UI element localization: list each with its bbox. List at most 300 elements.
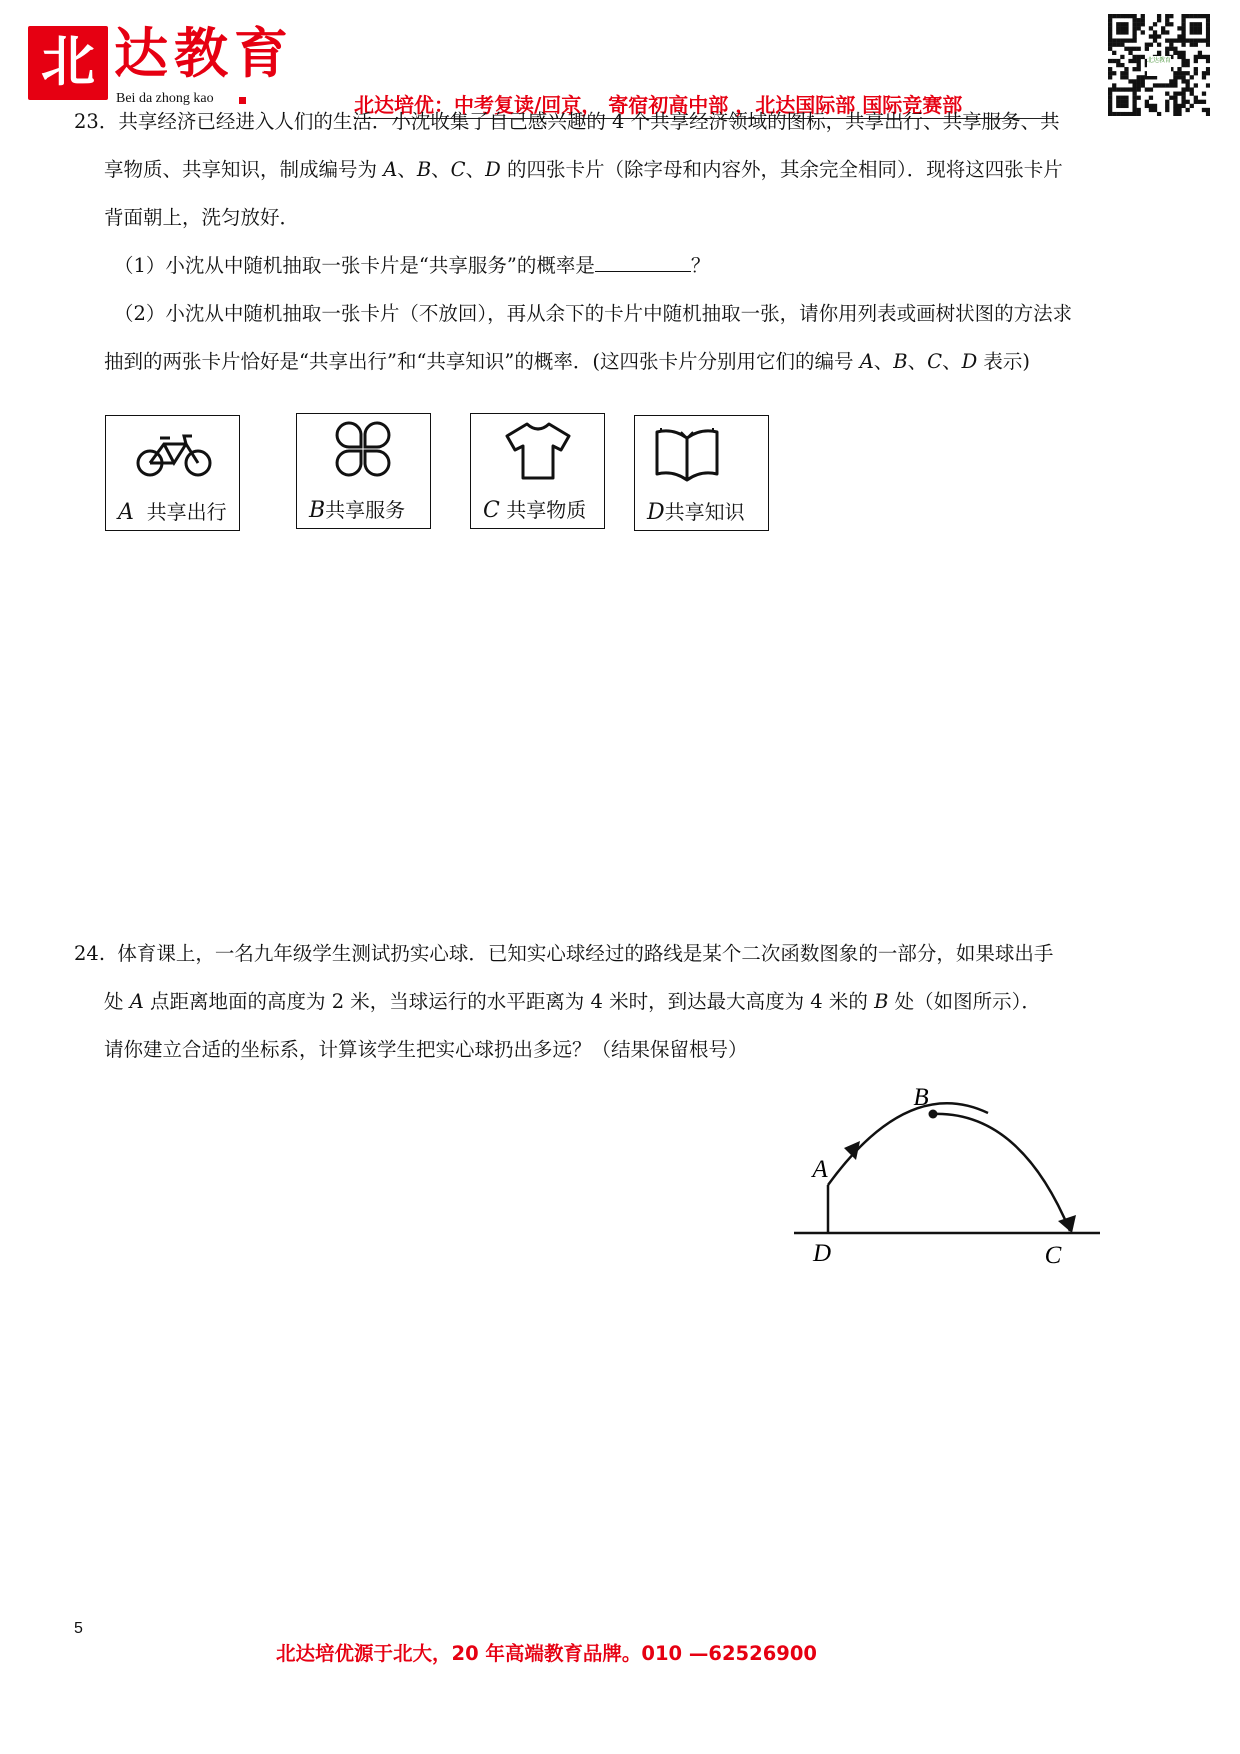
qr-module [1190,22,1194,26]
qr-module [1108,30,1112,34]
qr-module [1137,18,1141,22]
qr-module [1186,100,1190,104]
qr-module [1132,100,1136,104]
logo-dot [239,97,246,104]
qr-module [1190,14,1194,18]
qr-module [1190,75,1194,79]
qr-module [1132,92,1136,96]
qr-module [1120,100,1124,104]
header-slogan: 北达培优：中考复读/回京， 寄宿初高中部 ，北达国际部 国际竞赛部 [354,93,963,117]
qr-module [1120,14,1124,18]
q24-text-line1: 体育课上，一名九年级学生测试扔实心球．已知实心球经过的路线是某个二次函数图象的一部分，如果球出手 [117,942,1054,965]
bicycle-icon [134,430,214,480]
qr-module [1108,59,1112,63]
qr-module [1194,71,1198,75]
qr-module [1124,26,1128,30]
qr-module [1137,96,1141,100]
qr-module [1198,100,1202,104]
card-d-caption [647,499,745,526]
q23-part2-end: 表示) [977,350,1031,373]
qr-module [1157,51,1161,55]
qr-module [1132,18,1136,22]
qr-module [1153,38,1157,42]
qr-module [1202,71,1206,75]
qr-module [1108,87,1112,91]
qr-module [1181,63,1185,67]
qr-module [1108,96,1112,100]
letter-b: B [893,350,908,373]
qr-module [1116,59,1120,63]
card-c [470,413,605,529]
qr-module [1181,92,1185,96]
q23-number: 23． [74,110,119,133]
q23-text-line2a: 享物质、共享知识，制成编号为 [104,158,384,181]
page-number: 5 [74,1620,83,1637]
label-c: C [1044,1242,1062,1269]
logo-mark [28,26,108,100]
qr-module [1202,14,1206,18]
qr-module [1112,38,1116,42]
qr-module [1112,43,1116,47]
qr-module [1194,14,1198,18]
qr-module [1165,30,1169,34]
qr-module [1132,55,1136,59]
qr-module [1181,75,1185,79]
qr-module [1112,59,1116,63]
qr-module [1202,100,1206,104]
qr-module [1186,63,1190,67]
qr-module [1145,47,1149,51]
qr-module [1186,71,1190,75]
qr-module [1120,63,1124,67]
qr-module [1206,108,1210,112]
qr-module [1128,51,1132,55]
qr-module [1132,47,1136,51]
qr-module [1124,38,1128,42]
q23-line3: 背面朝上，洗匀放好． [104,206,300,229]
qr-module [1173,100,1177,104]
letter-c: C [450,158,466,181]
qr-module [1177,51,1181,55]
qr-module [1194,43,1198,47]
card-c-letter: C [483,498,500,523]
qr-module [1153,34,1157,38]
logo-subtitle: Bei da zhong kao [116,91,214,106]
label-a: A [812,1156,828,1183]
trajectory-fall [933,1114,1070,1231]
qr-module [1108,112,1112,116]
logo-text: 达教育 [114,22,294,85]
qr-module [1202,92,1206,96]
qr-module [1173,92,1177,96]
q23-line1 [74,107,1060,137]
qr-module [1145,43,1149,47]
vertex-point-b [929,1110,938,1119]
q24-line3: 请你建立合适的坐标系，计算该学生把实心球扔出多远？（结果保留根号） [104,1038,748,1061]
qr-module [1173,83,1177,87]
qr-module [1194,83,1198,87]
qr-module [1116,43,1120,47]
qr-module [1198,26,1202,30]
card-b-label: 共享服务 [325,498,406,522]
qr-module [1149,96,1153,100]
qr-module [1194,30,1198,34]
qr-module [1173,47,1177,51]
qr-module [1120,38,1124,42]
qr-module [1198,51,1202,55]
qr-module [1108,38,1112,42]
q24-text-line2a: 处 [104,990,130,1013]
qr-module [1206,38,1210,42]
letter-c: C [927,350,943,373]
qr-module [1186,38,1190,42]
letter-d: D [961,350,978,373]
qr-module [1181,79,1185,83]
qr-module [1173,96,1177,100]
qr-module [1124,112,1128,116]
sep: 、 [465,158,486,181]
qr-module [1177,38,1181,42]
qr-module [1177,34,1181,38]
qr-module [1108,104,1112,108]
qr-module [1165,100,1169,104]
trajectory-rise [828,1103,988,1185]
open-book-icon [651,424,723,484]
sep: 、 [942,350,962,373]
qr-module [1194,100,1198,104]
qr-module [1108,26,1112,30]
qr-module [1173,79,1177,83]
qr-module [1165,83,1169,87]
qr-module [1132,14,1136,18]
qr-module [1120,43,1124,47]
q23-text-line1: 共享经济已经进入人们的生活．小沈收集了自己感兴趣的 4 个共享经济领域的图标，共享出行、共享服务、共 [118,110,1060,133]
qr-module [1116,26,1120,30]
qr-module [1194,22,1198,26]
q23-part2-line2 [104,347,1030,377]
qr-module [1153,22,1157,26]
qr-module [1108,100,1112,104]
qr-module [1124,22,1128,26]
q23-line2 [104,155,1063,185]
qr-module [1132,83,1136,87]
qr-module [1137,63,1141,67]
sep: 、 [431,158,451,181]
q23-part1 [114,251,710,281]
qr-module [1177,92,1181,96]
letter-d: D [485,158,501,181]
qr-module [1206,18,1210,22]
qr-module [1137,75,1141,79]
qr-module [1177,108,1181,112]
qr-module [1124,75,1128,79]
qr-module [1173,51,1177,55]
qr-module [1108,18,1112,22]
qr-module [1181,87,1185,91]
qr-module [1132,30,1136,34]
qr-module [1165,22,1169,26]
qr-module [1141,18,1145,22]
qr-module [1145,87,1149,91]
qr-module [1112,71,1116,75]
qr-module [1206,34,1210,38]
qr-module [1116,14,1120,18]
qr-module [1169,14,1173,18]
qr-module [1153,104,1157,108]
qr-module [1194,59,1198,63]
qr-module [1108,108,1112,112]
qr-module [1137,79,1141,83]
qr-module [1177,104,1181,108]
qr-module [1120,96,1124,100]
qr-module [1112,112,1116,116]
qr-module [1112,87,1116,91]
qr-module [1181,100,1185,104]
qr-module [1128,59,1132,63]
qr-module [1206,71,1210,75]
qr-module [1128,79,1132,83]
qr-module [1181,104,1185,108]
qr-module [1190,30,1194,34]
qr-module [1202,38,1206,42]
qr-module [1165,18,1169,22]
card-d-letter: D [647,500,665,525]
qr-module [1108,75,1112,79]
qr-module [1120,75,1124,79]
letter-a: A [859,350,874,373]
qr-module [1141,75,1145,79]
qr-module [1198,55,1202,59]
qr-module [1186,79,1190,83]
qr-module [1141,79,1145,83]
card-c-label: 共享物质 [506,498,587,522]
qr-module [1137,108,1141,112]
qr-module [1145,100,1149,104]
qr-module [1169,22,1173,26]
logo-mark-glyph: 北 [41,30,95,93]
qr-module [1132,67,1136,71]
qr-module [1108,67,1112,71]
qr-module [1165,47,1169,51]
qr-module [1181,14,1185,18]
qr-module [1206,26,1210,30]
qr-module [1169,79,1173,83]
qr-module [1137,59,1141,63]
qr-module [1137,112,1141,116]
qr-module [1190,26,1194,30]
qr-module [1206,59,1210,63]
qr-module [1181,43,1185,47]
qr-module [1116,63,1120,67]
qr-module [1120,87,1124,91]
qr-module [1124,96,1128,100]
qr-module [1206,83,1210,87]
qr-module [1116,30,1120,34]
qr-module [1120,104,1124,108]
qr-module [1128,47,1132,51]
qr-module [1149,87,1153,91]
qr-module [1116,100,1120,104]
letter-b: B [416,158,432,181]
qr-module [1206,55,1210,59]
qr-module [1137,83,1141,87]
qr-module [1165,14,1169,18]
qr-module [1132,26,1136,30]
qr-module [1181,38,1185,42]
qr-module [1141,22,1145,26]
qr-module [1186,14,1190,18]
label-b: B [913,1084,929,1111]
qr-module [1108,22,1112,26]
qr-module [1194,55,1198,59]
q24-line1 [74,939,1053,969]
qr-module [1186,59,1190,63]
qr-module [1181,22,1185,26]
qr-module [1165,104,1169,108]
qr-module [1137,87,1141,91]
card-d-label: 共享知识 [664,500,745,524]
qr-module [1132,38,1136,42]
qr-module [1108,43,1112,47]
qr-module [1108,92,1112,96]
qr-module [1177,71,1181,75]
qr-module [1124,30,1128,34]
qr-module [1165,51,1169,55]
qr-module [1177,75,1181,79]
letter-a: A [129,990,144,1013]
qr-module [1206,43,1210,47]
qr-module [1157,83,1161,87]
qr-module [1108,71,1112,75]
qr-module [1206,67,1210,71]
q23-part2-text: 抽到的两张卡片恰好是“共享出行”和“共享知识”的概率．(这四张卡片分别用它们的编号 [104,350,860,373]
qr-module [1169,96,1173,100]
qr-module [1173,71,1177,75]
qr-module [1108,34,1112,38]
letter-b: B [874,990,889,1013]
qr-module [1108,14,1112,18]
qr-module [1190,38,1194,42]
qr-module [1116,87,1120,91]
qr-module [1202,75,1206,79]
qr-module [1116,104,1120,108]
sep: 、 [907,350,928,373]
qr-module [1120,55,1124,59]
label-d: D [812,1240,832,1267]
qr-module [1157,43,1161,47]
qr-module [1194,38,1198,42]
qr-module [1181,26,1185,30]
qr-module [1149,104,1153,108]
qr-module [1190,87,1194,91]
qr-module [1124,104,1128,108]
qr-module [1141,14,1145,18]
qr-code [1108,14,1210,116]
qr-module [1132,112,1136,116]
card-a-label: 共享出行 [146,500,227,524]
qr-module [1128,38,1132,42]
sep: 、 [873,350,894,373]
qr-module [1169,47,1173,51]
card-a-caption [118,499,227,526]
qr-module [1141,55,1145,59]
qr-module [1181,59,1185,63]
qr-module [1186,108,1190,112]
qr-module [1120,71,1124,75]
qr-module [1181,71,1185,75]
qr-module [1206,22,1210,26]
qr-module [1190,104,1194,108]
qr-module [1177,55,1181,59]
qr-module [1132,104,1136,108]
qr-module [1202,55,1206,59]
qr-caption: 北达教育 [1147,56,1171,76]
qr-module [1190,43,1194,47]
q24-line2 [104,987,1041,1017]
qr-module [1112,51,1116,55]
qr-module [1137,67,1141,71]
qr-module [1124,67,1128,71]
q24-text-line2c: 处（如图所示）． [888,990,1041,1013]
card-b-letter: B [309,498,326,523]
card-b [296,413,431,529]
qr-module [1116,112,1120,116]
qr-module [1132,59,1136,63]
qr-module [1206,112,1210,116]
four-petal-icon [332,420,394,480]
qr-module [1112,83,1116,87]
qr-module [1177,67,1181,71]
qr-module [1186,87,1190,91]
qr-module [1112,14,1116,18]
qr-module [1165,92,1169,96]
qr-module [1149,34,1153,38]
qr-module [1120,26,1124,30]
qr-module [1194,67,1198,71]
qr-module [1120,22,1124,26]
qr-module [1124,71,1128,75]
answer-blank[interactable] [595,253,691,272]
qr-module [1116,22,1120,26]
qr-module [1137,55,1141,59]
qr-module [1145,104,1149,108]
qr-module [1169,83,1173,87]
qr-module [1181,55,1185,59]
qr-module [1124,47,1128,51]
qr-module [1132,34,1136,38]
qr-module [1165,38,1169,42]
qr-module [1206,14,1210,18]
qr-module [1169,43,1173,47]
qr-module [1128,14,1132,18]
qr-module [1198,14,1202,18]
qr-module [1124,100,1128,104]
qr-module [1137,26,1141,30]
qr-module [1120,30,1124,34]
qr-module [1198,22,1202,26]
qr-module [1108,47,1112,51]
qr-module [1173,108,1177,112]
tshirt-icon [503,418,573,482]
qr-module [1161,30,1165,34]
qr-module [1132,79,1136,83]
footer-slogan: 北达培优源于北大，20 年高端教育品牌。010 —62526900 [276,1642,817,1665]
qr-module [1132,87,1136,91]
qr-module [1173,104,1177,108]
qr-module [1124,87,1128,91]
card-d [634,415,769,531]
q24-number: 24. [74,942,106,965]
